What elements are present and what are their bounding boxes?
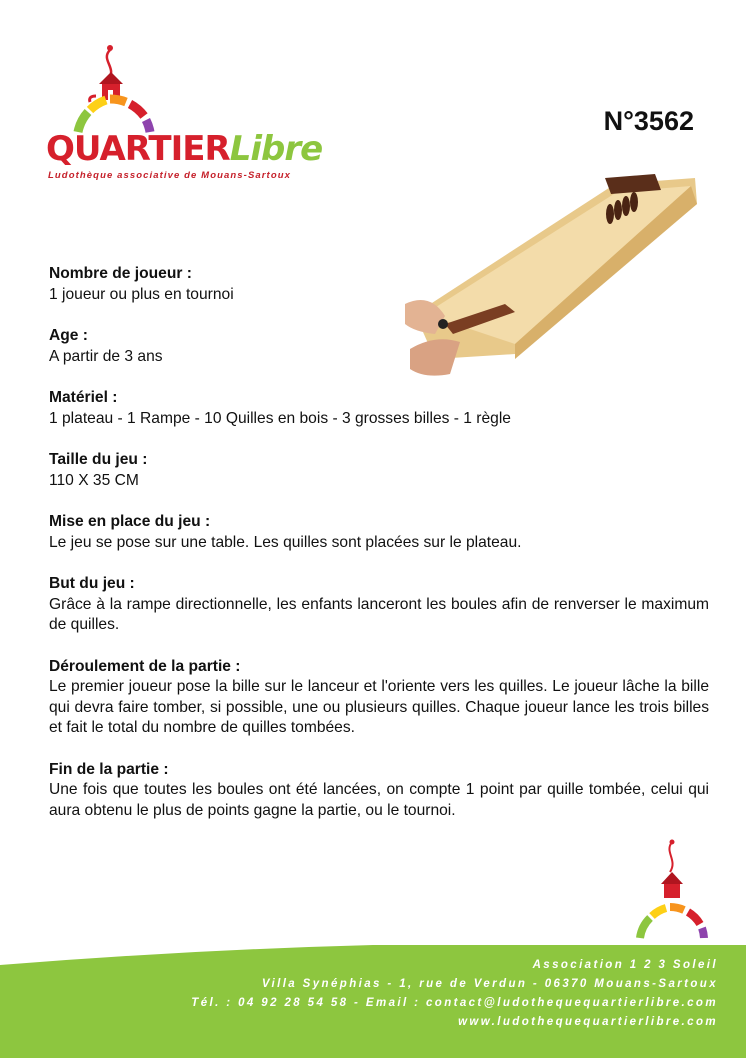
section-heading: Mise en place du jeu : <box>49 513 211 530</box>
footer-association: Association 1 2 3 Soleil <box>532 959 718 971</box>
section-fin <box>49 760 709 822</box>
section-text: 110 X 35 CM <box>49 471 139 489</box>
section-text: Le jeu se pose sur une table. Les quilles sont placées sur le plateau. <box>49 533 522 551</box>
section-nombre-joueur <box>49 264 709 305</box>
section-taille <box>49 450 709 491</box>
section-heading: Matériel : <box>49 389 118 406</box>
section-heading: Taille du jeu : <box>49 451 148 468</box>
section-heading: Fin de la partie : <box>49 760 169 778</box>
logo-house-rainbow-icon <box>40 40 310 135</box>
footer-website[interactable]: www.ludothequequartierlibre.com <box>458 1016 718 1028</box>
section-text: Une fois que toutes les boules ont été lancées, on compte 1 point par quille tombée, celui qui aura obtenu le plus de points gagne la partie, ou le tournoi. <box>49 781 709 819</box>
section-mise-en-place <box>49 512 709 553</box>
logo-word-quartier: QUARTIER <box>46 129 230 169</box>
logo-wordmark <box>46 129 323 169</box>
section-heading: But du jeu : <box>49 575 135 592</box>
section-text: Grâce à la rampe directionnelle, les enfants lanceront les boules afin de renverser le maximum de quilles. <box>49 595 709 633</box>
game-reference-number: N°3562 <box>603 106 694 136</box>
section-text: A partir de 3 ans <box>49 347 163 365</box>
section-heading: Age : <box>49 327 88 344</box>
section-heading: Nombre de joueur : <box>49 265 192 282</box>
section-materiel <box>49 388 709 429</box>
section-heading: Déroulement de la partie : <box>49 657 241 675</box>
small-house-rainbow-icon <box>632 838 712 948</box>
game-description <box>49 264 709 842</box>
footer-contact <box>191 956 718 1032</box>
logo-tagline: Ludothèque associative de Mouans-Sartoux <box>48 170 292 181</box>
quartier-libre-logo <box>40 40 323 190</box>
footer-phone-email: Tél. : 04 92 28 54 58 - Email : contact@ludothequequartierlibre.com <box>191 997 718 1009</box>
footer-address: Villa Synéphias - 1, rue de Verdun - 06370 Mouans-Sartoux <box>261 978 718 990</box>
section-but <box>49 574 709 636</box>
section-age <box>49 326 709 367</box>
section-text: Le premier joueur pose la bille sur le lanceur et l'oriente vers les quilles. Le joueur lâche la bille qui devra faire tomber, si possible, une ou plusieurs quilles. Chaque joueur lance les trois billes et fait le total du nombre de quilles tombées. <box>49 678 709 736</box>
section-deroulement <box>49 657 709 739</box>
logo-word-libre: Libre <box>229 129 323 169</box>
section-text: 1 plateau - 1 Rampe - 10 Quilles en bois - 3 grosses billes - 1 règle <box>49 409 511 427</box>
section-text: 1 joueur ou plus en tournoi <box>49 285 234 303</box>
